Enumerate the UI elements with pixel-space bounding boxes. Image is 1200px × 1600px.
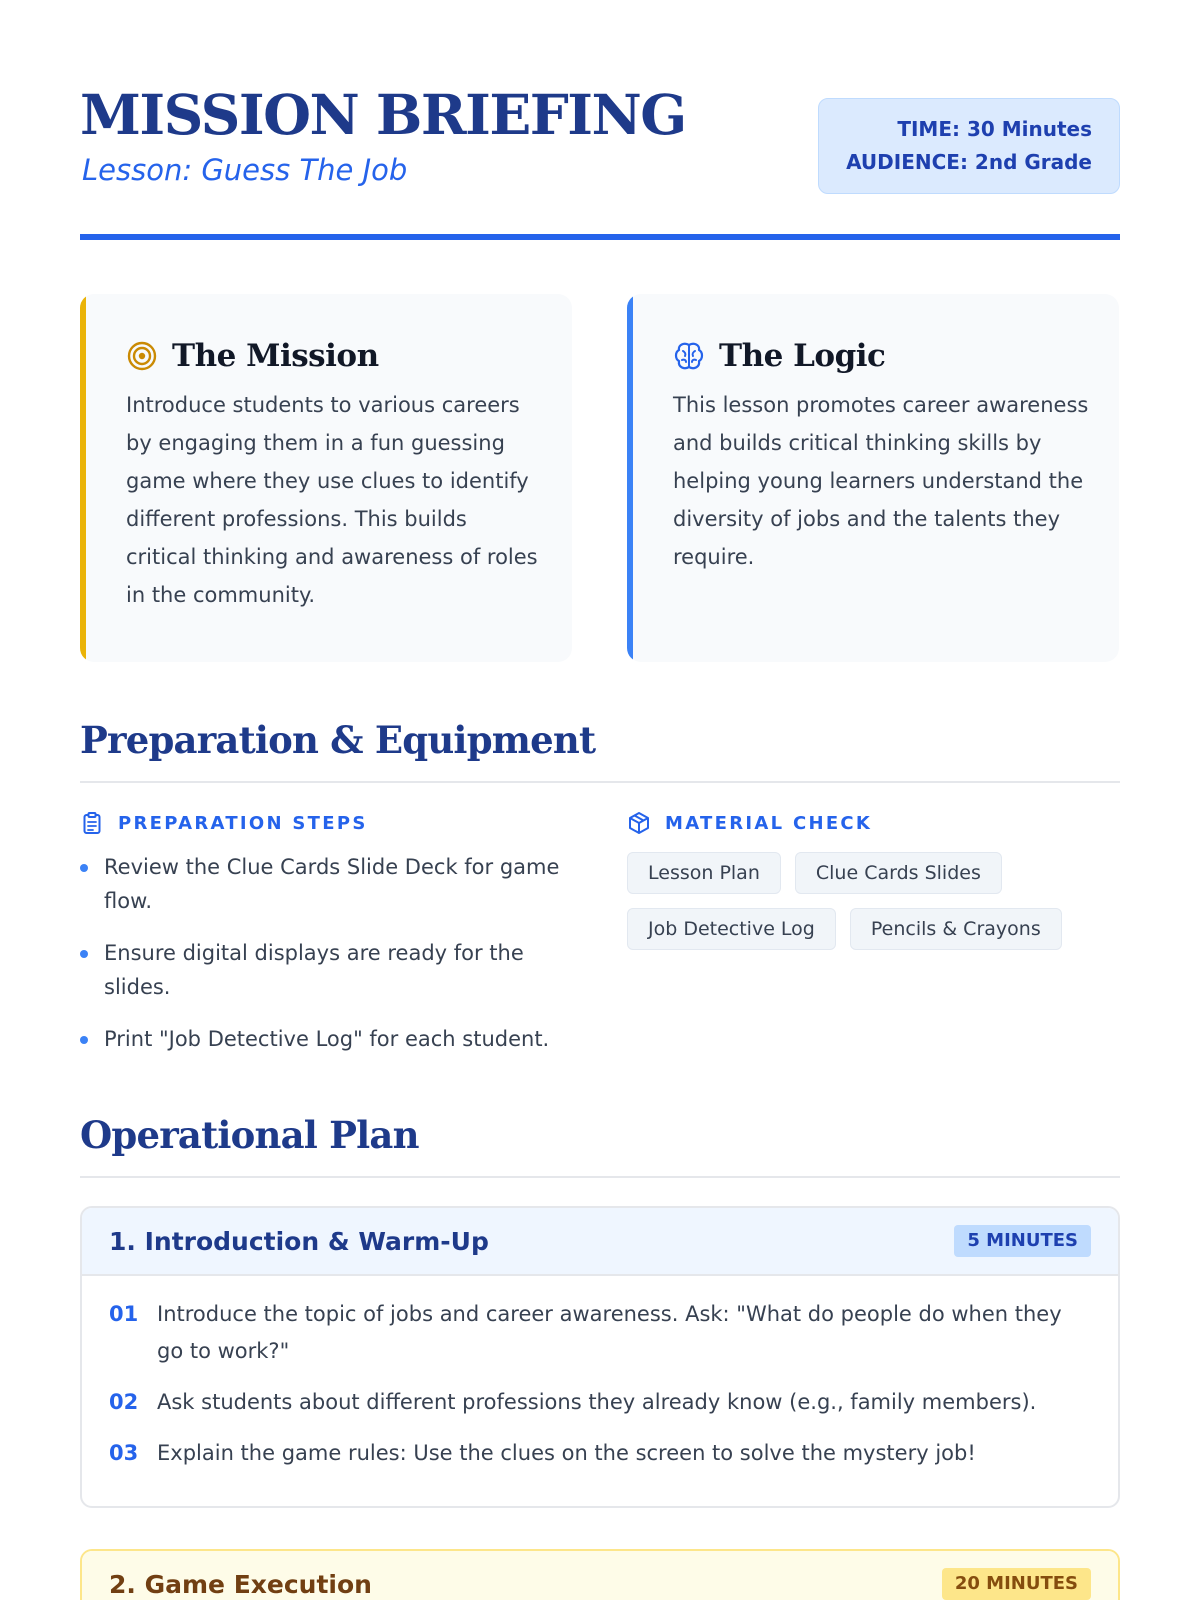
list-item xyxy=(109,1435,1091,1472)
duration-badge: 5 MINUTES xyxy=(954,1225,1091,1257)
phase-header xyxy=(82,1551,1118,1600)
bullet-dot xyxy=(80,1036,88,1044)
material-check-header xyxy=(627,810,872,836)
preparation-section-title: Preparation & Equipment xyxy=(80,718,596,762)
material-check-label: MATERIAL CHECK xyxy=(665,812,873,834)
audience-info: AUDIENCE: 2nd Grade xyxy=(846,150,1092,174)
phase-header xyxy=(82,1208,1118,1276)
mission-card-text: Introduce students to various careers by engaging them in a fun guessing game where they use clues to identify different professions. This builds critical thinking and awareness of roles in the community. xyxy=(126,393,538,607)
preparation-steps-header xyxy=(80,810,368,836)
list-item xyxy=(80,850,580,918)
step-text: Introduce the topic of jobs and career awareness. Ask: "What do people do when they go to work?" xyxy=(157,1302,1062,1363)
bullet-dot xyxy=(80,950,88,958)
material-chip: Job Detective Log xyxy=(627,908,836,950)
preparation-step-text: Print "Job Detective Log" for each student. xyxy=(104,1027,550,1051)
mission-card xyxy=(80,294,572,662)
step-number: 01 xyxy=(109,1302,139,1326)
step-number: 03 xyxy=(109,1441,139,1465)
material-chip: Pencils & Crayons xyxy=(850,908,1062,950)
step-text: Explain the game rules: Use the clues on the screen to solve the mystery job! xyxy=(157,1441,976,1465)
logic-card-header xyxy=(673,336,1089,376)
list-item xyxy=(109,1384,1091,1421)
preparation-divider xyxy=(80,781,1120,783)
logic-card-title: The Logic xyxy=(719,338,886,374)
preparation-steps-list xyxy=(80,850,580,1074)
phase-steps xyxy=(82,1276,1118,1472)
phase-card-introduction xyxy=(80,1206,1120,1508)
brain-icon xyxy=(673,340,705,372)
list-item xyxy=(109,1296,1091,1370)
material-chip: Lesson Plan xyxy=(627,852,781,894)
preparation-step-text: Review the Clue Cards Slide Deck for game flow. xyxy=(104,855,560,913)
clipboard-icon xyxy=(80,811,104,835)
mission-card-header xyxy=(126,336,542,376)
step-text: Ask students about different professions they already know (e.g., family members). xyxy=(157,1390,1037,1414)
operational-plan-title: Operational Plan xyxy=(80,1113,419,1157)
time-info: TIME: 30 Minutes xyxy=(897,117,1092,141)
phase-card-game-execution xyxy=(80,1549,1120,1600)
header-divider xyxy=(80,234,1120,240)
list-item xyxy=(80,1022,580,1056)
phase-title: 2. Game Execution xyxy=(109,1569,372,1599)
target-icon xyxy=(126,340,158,372)
material-chip: Clue Cards Slides xyxy=(795,852,1002,894)
mission-card-title: The Mission xyxy=(172,338,379,374)
preparation-step-text: Ensure digital displays are ready for the slides. xyxy=(104,941,524,999)
box-icon xyxy=(627,811,651,835)
page-subtitle: Lesson: Guess The Job xyxy=(82,153,408,187)
lesson-meta-box xyxy=(818,98,1120,194)
step-number: 02 xyxy=(109,1390,139,1414)
logic-card-text: This lesson promotes career awareness and builds critical thinking skills by helping young learners understand the diversity of jobs and the talents they require. xyxy=(673,393,1089,569)
header xyxy=(80,84,1120,244)
logic-card xyxy=(627,294,1119,662)
materials-list xyxy=(627,852,1120,950)
phase-title: 1. Introduction & Warm-Up xyxy=(109,1226,489,1256)
preparation-steps-label: PREPARATION STEPS xyxy=(118,812,368,834)
bullet-dot xyxy=(80,864,88,872)
page-title: MISSION BRIEFING xyxy=(80,82,686,147)
list-item xyxy=(80,936,580,1004)
duration-badge: 20 MINUTES xyxy=(942,1568,1091,1600)
operational-plan-divider xyxy=(80,1176,1120,1178)
